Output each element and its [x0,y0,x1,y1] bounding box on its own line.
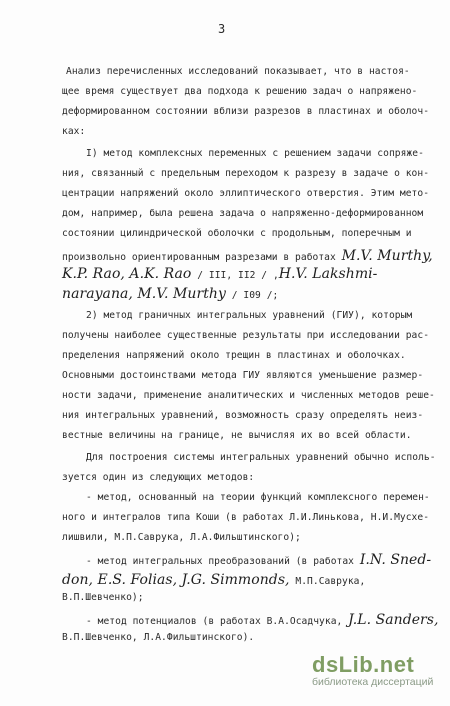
text-line: narayana, M.V. Murthy / I09 /; [62,286,279,302]
text-line: - метод потенциалов (в работах В.А.Осадчука, J.L. Sanders, [86,612,439,628]
handwritten-reference: don, E.S. Folias, J.G. Simmonds, [62,572,290,588]
text-line: зуется один из следующих методов: [62,472,255,483]
text-line: дом, например, была решена задача о напряженно-деформированном [62,208,424,219]
watermark [312,652,442,688]
handwritten-reference: narayana, M.V. Murthy [62,286,226,302]
text-line: щее время существует два подхода к решению задач о напряжено- [62,86,418,97]
text-line: - метод, основанный на теории функций комплексного перемен- [86,492,430,503]
text-line: получены наиболее существенные результаты при исследовании рас- [62,330,430,341]
watermark-logo: dsLib.net [312,652,415,677]
text-line: I) метод комплексных переменных с решением задачи сопряже- [86,148,424,159]
text-line: В.П.Шевченко); [62,592,144,603]
text-line: деформированном состоянии вблизи разрезов в пластинах и оболоч- [62,106,430,117]
text-line: Для построения системы интегральных уравнений обычно исполь- [86,452,436,463]
handwritten-reference: M.V. Murthy, [341,248,433,264]
text-line: ния, связанный с предельным переходом к разрезу в задаче о кон- [62,168,430,179]
text-line: Анализ перечисленных исследований показывает, что в настоя- [66,66,410,77]
text-line: 2) метод граничных интегральных уравнений (ГИУ), которым [86,310,413,321]
text-line: центрации напряжений около эллиптического отверстия. Этим мето- [62,188,430,199]
text-line: ках: [62,126,86,137]
text-line: произвольно ориентированным разрезами в работах M.V. Murthy, [62,248,433,264]
text-line: лишвили, М.П.Саврука, Л.А.Фильштинского); [62,532,301,543]
text-line: пределения напряжений около трещин в пластинах и оболочках. [62,350,406,361]
text-line: ния интегральных уравнений, возможность сразу определять неиз- [62,410,424,421]
handwritten-reference: J.L. Sanders, [348,612,439,628]
text-line: - метод интегральных преобразований (в работах I.N. Sned- [86,552,432,568]
page-number: 3 [218,22,226,36]
text-line: ного и интегралов типа Коши (в работах Л.И.Линькова, Н.И.Мусхе- [62,512,430,523]
text-line: ности задачи, применение аналитических и численных методов реше- [62,390,435,401]
text-line: вестные величины на границе, не вычисляя их во всей области. [62,430,412,441]
text-line: K.P. Rao, A.K. Rao / III, II2 / ,H.V. Lakshmi- [62,266,378,282]
text-line: Основными достоинствами метода ГИУ являются уменьшение размер- [62,370,424,381]
handwritten-reference: H.V. Lakshmi- [278,266,378,282]
handwritten-reference: K.P. Rao, A.K. Rao [62,266,192,282]
handwritten-reference: I.N. Sned- [359,552,432,568]
text-line: В.П.Шевченко, Л.А.Фильштинского). [62,632,255,643]
text-line: состоянии цилиндрической оболочки с продольным, поперечным и [62,228,412,239]
text-line: don, E.S. Folias, J.G. Simmonds, М.П.Саврука, [62,572,366,588]
watermark-subtitle: библиотека диссертаций [312,676,434,688]
